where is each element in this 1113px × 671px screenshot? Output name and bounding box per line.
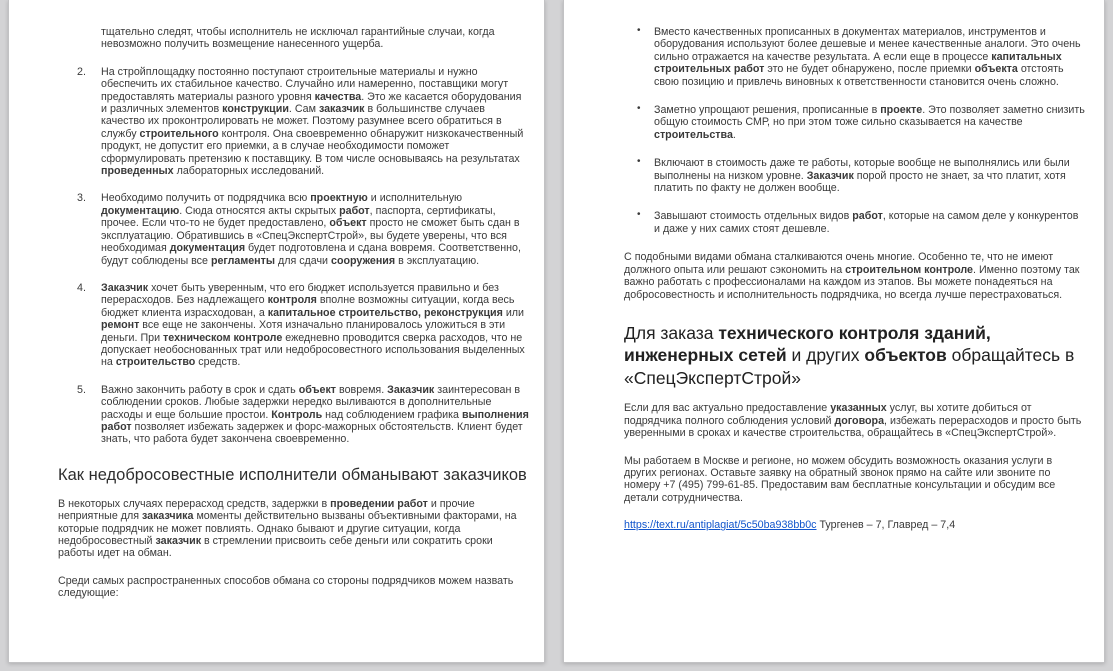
text-run: в стремлении присвоить себе деньги или сократить сроки работы идет на обман. bbox=[58, 535, 493, 560]
bullet-list-item bbox=[624, 157, 1087, 194]
bold-text-run: проектную bbox=[310, 192, 368, 205]
text-run: , которые на самом деле у конкурентов и даже у них самих стоят дешевле. bbox=[654, 210, 1079, 235]
text-run: хочет быть уверенным, что его бюджет используется правильно и без перерасходов. Без надлежащего bbox=[101, 281, 499, 307]
readability-metrics: Тургенев – 7, Главред – 7,4 bbox=[816, 519, 956, 532]
bold-text-run: проекте bbox=[880, 104, 923, 117]
paragraph bbox=[624, 251, 1087, 301]
text-run: Заметно упрощают решения, прописанные в bbox=[654, 104, 881, 117]
text-run: , паспорта, сертификаты, прочее. Если что-то не будет предоставлено, bbox=[101, 204, 496, 230]
section-heading: Как недобросовестные исполнители обманывают заказчиков bbox=[58, 465, 527, 484]
text-run: контроля. Она своевременно обнаружит низкокачественный продукт, не допустит его приемки, а в случае необходимости поможет сформулировать претензию к поставщику. В том числе основываясь на результатах bbox=[101, 127, 524, 165]
text-run: услуг, вы хотите добиться от подрядчика полного соблюдения условий bbox=[624, 402, 1032, 427]
text-run: ежедневно проводится сверка расходов, что не допускает необоснованных трат или недобросовестного использования выделенных на bbox=[101, 331, 525, 369]
text-run: . Именно поэтому так важно работать с профессионалами на каждом из этапов. Вы можете понадеяться на добросовестность и исполнительность подрядчика, но всегда лучше перестраховаться. bbox=[624, 263, 1080, 301]
bullet-marker-icon: • bbox=[637, 103, 641, 115]
bold-text-run: конструкции bbox=[222, 103, 289, 116]
paragraph bbox=[58, 498, 530, 560]
bold-text-run: технического контроля зданий, инженерных сетей bbox=[624, 322, 991, 366]
text-run: и прочие неприятные для bbox=[58, 497, 475, 523]
text-run: Важно закончить работу в срок и сдать bbox=[101, 383, 299, 396]
bold-text-run: строительства bbox=[654, 128, 733, 141]
bold-text-run: сооружения bbox=[331, 254, 396, 267]
text-run: . Сам bbox=[288, 103, 319, 116]
text-run: все еще не закончены. Хотя изначально планировалось уложиться в эти деньги. При bbox=[101, 319, 506, 344]
paragraph bbox=[58, 575, 530, 600]
text-run: На стройплощадку постоянно поступают строительные материалы и нужно обеспечить их стабильное качество. Случайно или намеренно, поставщики могут предоставлять материалы разного уровня bbox=[101, 65, 509, 103]
text-run: Завышают стоимость отдельных видов bbox=[654, 210, 853, 223]
text-run: над соблюдением графика bbox=[322, 408, 462, 421]
antiplagiat-footer bbox=[624, 519, 1087, 531]
numbered-list-item bbox=[58, 192, 530, 266]
numbered-list-item bbox=[58, 66, 530, 178]
bold-text-run: реконструкция bbox=[423, 306, 503, 319]
bold-text-run: объекта bbox=[974, 63, 1018, 76]
text-run: или bbox=[502, 306, 524, 319]
bold-text-run: контроля bbox=[267, 294, 317, 307]
bold-text-run: Заказчик bbox=[387, 383, 435, 396]
bold-text-run: объектов bbox=[864, 345, 947, 366]
bold-text-run: объект bbox=[329, 217, 367, 230]
list-item-number: 4. bbox=[77, 281, 86, 294]
bold-text-run: документацию bbox=[101, 204, 180, 217]
text-run: отстоять свою позицию и привлечь виновных к ответственности становится очень сложно. bbox=[654, 63, 1064, 88]
page-1-content bbox=[9, 0, 544, 600]
text-run: обращайтесь в «СпецЭкспертСтрой» bbox=[624, 345, 1075, 388]
antiplagiat-link[interactable]: https://text.ru/antiplagiat/5c50ba938bb0c bbox=[624, 519, 817, 532]
text-run: и других bbox=[786, 345, 865, 366]
bold-text-run: документация bbox=[169, 242, 246, 255]
text-run: , избежать перерасходов и просто быть уверенными в сроках и качестве строительства, обращайтесь в «СпецЭкспертСтрой». bbox=[624, 414, 1082, 440]
bold-text-run: строительном контроле bbox=[845, 263, 973, 276]
text-run: моменты действительно вызваны объективными факторами, на которые подрядчик не может повлиять. Однако бывают и другие ситуации, когда недобросовестный bbox=[58, 510, 517, 547]
bold-text-run: строительного bbox=[139, 127, 219, 140]
bold-text-run: заказчика bbox=[141, 510, 194, 523]
bold-text-run: ремонт bbox=[101, 319, 140, 332]
bold-text-run: проведенных bbox=[101, 165, 174, 178]
text-run: Если для вас актуально предоставление bbox=[624, 402, 831, 415]
bullet-list-item bbox=[624, 210, 1087, 235]
text-run: и исполнительную bbox=[367, 192, 463, 205]
list-item-number: 3. bbox=[77, 192, 86, 205]
bullet-marker-icon: • bbox=[637, 25, 641, 36]
paragraph bbox=[624, 402, 1087, 439]
bold-text-run: заказчик bbox=[318, 103, 365, 116]
text-run: . Это позволяет заметно снизить общую стоимость СМР, но при этом тоже сильно сказывается на качестве bbox=[654, 104, 1085, 129]
list-item-number: 2. bbox=[77, 65, 86, 78]
bold-text-run: работ bbox=[852, 210, 883, 223]
text-run: . Сюда относятся акты скрытых bbox=[179, 204, 340, 217]
text-run: средств. bbox=[195, 356, 241, 369]
bold-text-run: регламенты bbox=[210, 254, 275, 267]
text-run: Вместо качественных прописанных в документах материалов, инструментов и оборудования используют более дешевые и менее качественные аналоги. Это очень сильно отражается на качестве результата. А если еще в процессе bbox=[654, 26, 1081, 63]
page-2-content bbox=[564, 0, 1104, 532]
document-page-2 bbox=[563, 0, 1105, 663]
bold-text-run: проведении работ bbox=[330, 497, 428, 510]
text-run: вовремя. bbox=[336, 383, 388, 396]
text-run: в большинстве случаев качество их проконтролировать не может. Поэтому разумнее всего обратиться в службу bbox=[101, 103, 502, 140]
offer-heading bbox=[624, 322, 1087, 390]
text-run: вполне возможны ситуации, когда весь бюджет клиента израсходован, а bbox=[101, 294, 515, 319]
bold-text-run: строительство bbox=[115, 356, 196, 369]
bold-text-run: Заказчик bbox=[806, 169, 854, 182]
bullet-marker-icon: • bbox=[637, 156, 641, 168]
text-run: Включают в стоимость даже те работы, которые вообще не выполнялись или были выполнены на низком уровне. bbox=[654, 157, 1070, 182]
list-item-number: 5. bbox=[77, 383, 86, 396]
text-run: позволяет избежать задержек и форс-мажорных обстоятельств. Клиент будет знать, что работа будет закончена своевременно. bbox=[101, 420, 523, 446]
bold-text-run: договора bbox=[834, 414, 885, 427]
text-run: . Это же касается оборудования и различных элементов bbox=[101, 90, 522, 116]
text-run: это не будет обнаружено, после приемки bbox=[764, 63, 975, 76]
bold-text-run: капитальное строительство, bbox=[267, 306, 421, 319]
text-run: Для заказа bbox=[624, 322, 719, 343]
list-item-1-continuation bbox=[101, 26, 530, 51]
bold-text-run: указанных bbox=[830, 402, 887, 415]
text-run: для сдачи bbox=[275, 254, 331, 267]
bold-text-run: объект bbox=[298, 383, 337, 396]
bullet-marker-icon: • bbox=[637, 209, 641, 221]
text-run: просто не сможет быть сдан в эксплуатацию. Обратившись в «СпецЭкспертСтрой», вы будете уверены, что вся необходимая bbox=[101, 217, 520, 255]
document-page-1 bbox=[8, 0, 545, 663]
bold-text-run: техническом контроле bbox=[163, 331, 283, 344]
paragraph bbox=[624, 455, 1087, 505]
numbered-list bbox=[58, 66, 530, 446]
bold-text-run: выполнения работ bbox=[101, 408, 529, 433]
bullet-list bbox=[624, 26, 1087, 235]
text-run: лабораторных исследований. bbox=[173, 165, 325, 178]
text-run: . bbox=[732, 128, 736, 141]
text-run: В некоторых случаях перерасход средств, задержки в bbox=[58, 497, 331, 510]
bullet-list-item bbox=[624, 26, 1087, 88]
bold-text-run: работ bbox=[339, 204, 370, 217]
text-run: Среди самых распространенных способов обмана со стороны подрядчиков можем назвать следующие: bbox=[58, 574, 514, 600]
text-run: С подобными видами обмана сталкиваются очень многие. Особенно те, что не имеют должного опыта или решают сэкономить на bbox=[624, 251, 1054, 276]
numbered-list-item bbox=[58, 384, 530, 446]
bold-text-run: заказчик bbox=[155, 535, 202, 547]
bold-text-run: качества bbox=[314, 90, 362, 103]
text-run: в эксплуатацию. bbox=[395, 254, 480, 267]
numbered-list-item bbox=[58, 282, 530, 369]
text-run: Необходимо получить от подрядчика всю bbox=[101, 192, 311, 205]
text-run: будет подготовлена и сдана вовремя. Соответственно, будут соблюдены все bbox=[101, 242, 521, 267]
text-run: заинтересован в соблюдении сроков. Любые задержки нередко выливаются в дополнительные расходы и еще большие простои. bbox=[101, 383, 521, 421]
text-run: Мы работаем в Москве и регионе, но можем обсудить возможность оказания услуги в других регионах. Оставьте заявку на обратный звонок прямо на сайте или звоните по номеру +7 (495) 799-61-85. Предоставим вам бесплатные консультации и обсудим все детали сотрудничества. bbox=[624, 454, 1056, 504]
bullet-list-item bbox=[624, 104, 1087, 141]
bold-text-run: капитальных строительных работ bbox=[654, 50, 1062, 76]
text-run: порой просто не знает, за что платит, хотя платить по факту не должен вообще. bbox=[654, 169, 1066, 195]
bold-text-run: Заказчик bbox=[101, 281, 149, 294]
bold-text-run: Контроль bbox=[271, 408, 323, 421]
text-run: тщательно следят, чтобы исполнитель не исключал гарантийные случаи, когда невозможно получить возмещение нанесенного ущерба. bbox=[101, 26, 495, 51]
